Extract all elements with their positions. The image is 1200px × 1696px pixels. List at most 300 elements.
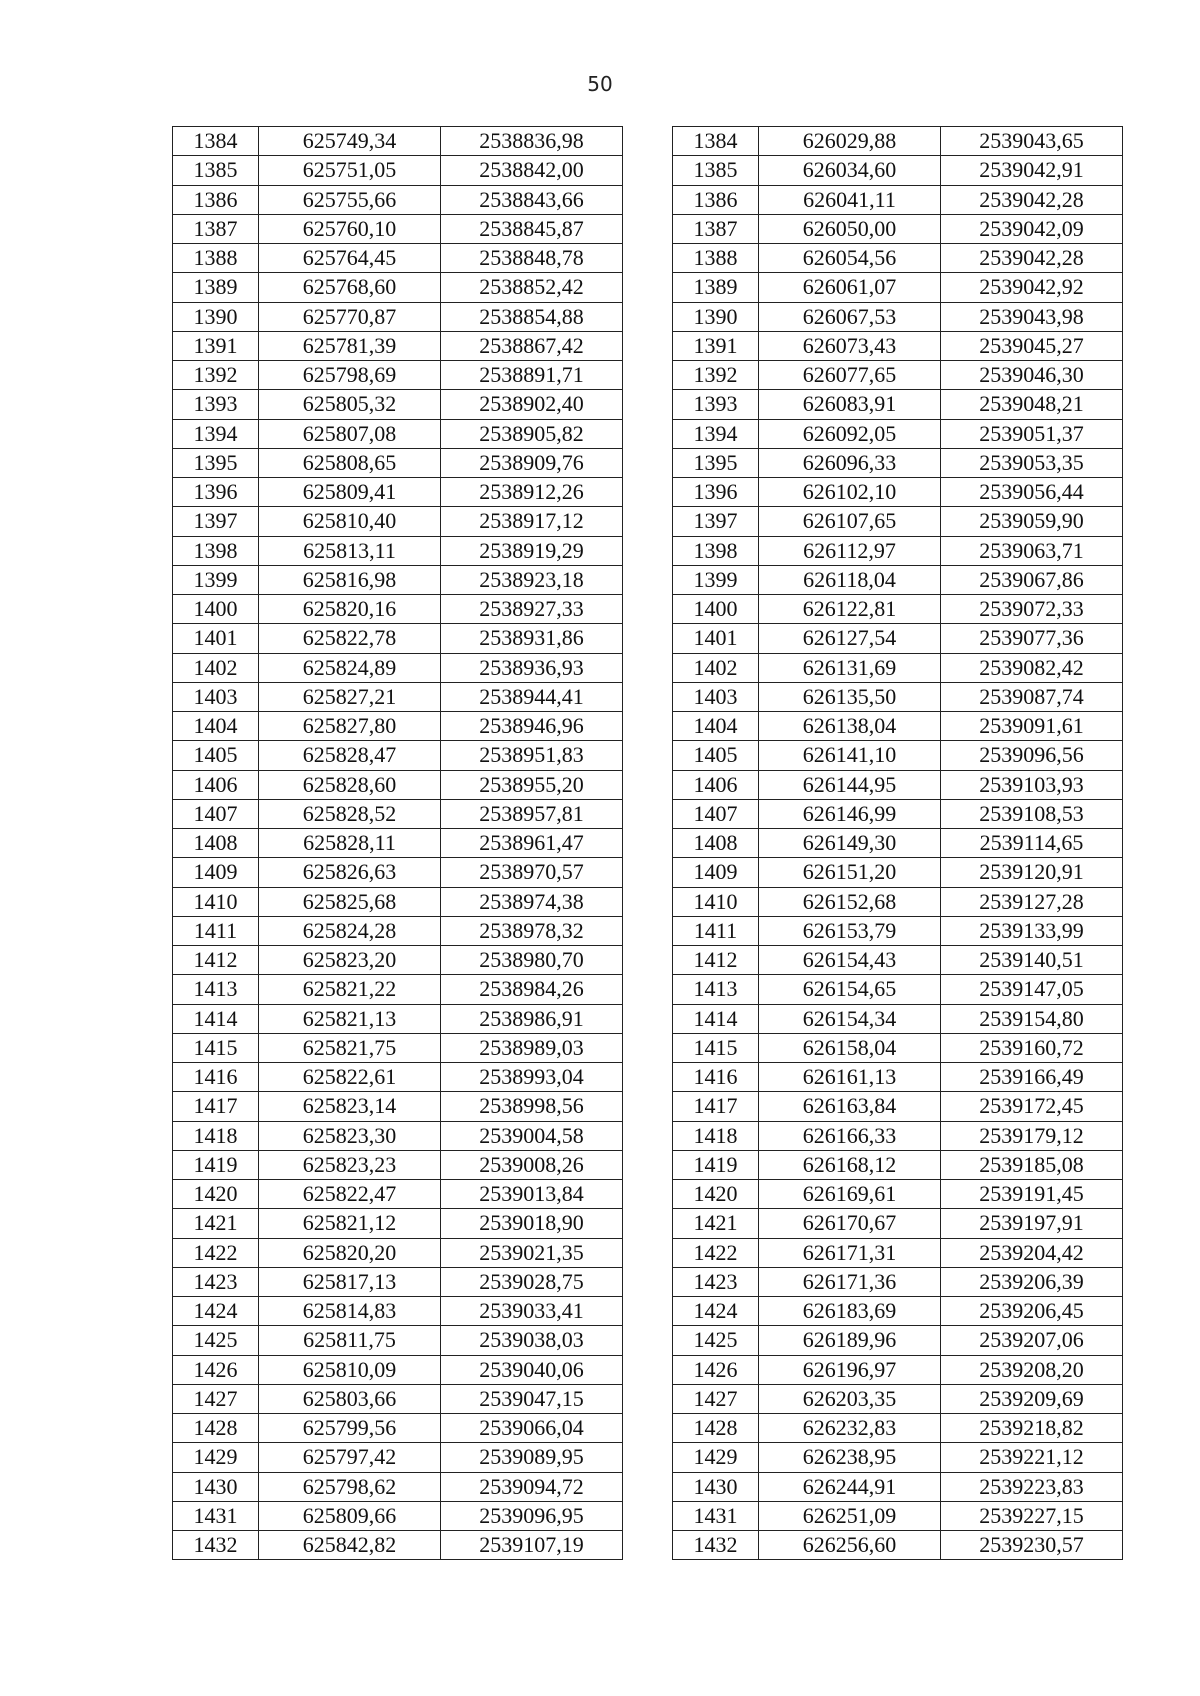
right-point-number-cell: 1432 xyxy=(673,1531,759,1560)
table-row xyxy=(173,390,1123,419)
left-x-coordinate-cell: 625828,60 xyxy=(259,770,441,799)
right-x-coordinate-cell: 626168,12 xyxy=(759,1150,941,1179)
left-point-number-cell: 1424 xyxy=(173,1297,259,1326)
column-separator xyxy=(623,1472,673,1501)
left-y-coordinate-cell: 2538961,47 xyxy=(441,829,623,858)
table-row xyxy=(173,273,1123,302)
column-separator xyxy=(623,975,673,1004)
left-point-number-cell: 1389 xyxy=(173,273,259,302)
right-x-coordinate-cell: 626067,53 xyxy=(759,302,941,331)
right-point-number-cell: 1410 xyxy=(673,887,759,916)
left-x-coordinate-cell: 625810,40 xyxy=(259,507,441,536)
page-number: 50 xyxy=(587,72,613,96)
right-y-coordinate-cell: 2539072,33 xyxy=(941,595,1123,624)
table-row xyxy=(173,1033,1123,1062)
left-y-coordinate-cell: 2539047,15 xyxy=(441,1384,623,1413)
right-x-coordinate-cell: 626171,36 xyxy=(759,1267,941,1296)
table-row xyxy=(173,1443,1123,1472)
left-y-coordinate-cell: 2538989,03 xyxy=(441,1033,623,1062)
left-point-number-cell: 1404 xyxy=(173,712,259,741)
right-point-number-cell: 1399 xyxy=(673,565,759,594)
right-y-coordinate-cell: 2539056,44 xyxy=(941,478,1123,507)
left-y-coordinate-cell: 2538998,56 xyxy=(441,1092,623,1121)
right-x-coordinate-cell: 626238,95 xyxy=(759,1443,941,1472)
right-point-number-cell: 1385 xyxy=(673,156,759,185)
left-point-number-cell: 1426 xyxy=(173,1355,259,1384)
column-separator xyxy=(623,507,673,536)
right-y-coordinate-cell: 2539087,74 xyxy=(941,682,1123,711)
left-point-number-cell: 1422 xyxy=(173,1238,259,1267)
column-separator xyxy=(623,1004,673,1033)
left-x-coordinate-cell: 625824,28 xyxy=(259,916,441,945)
left-y-coordinate-cell: 2538843,66 xyxy=(441,185,623,214)
column-separator xyxy=(623,595,673,624)
left-point-number-cell: 1402 xyxy=(173,653,259,682)
left-x-coordinate-cell: 625797,42 xyxy=(259,1443,441,1472)
table-row xyxy=(173,858,1123,887)
right-point-number-cell: 1397 xyxy=(673,507,759,536)
right-y-coordinate-cell: 2539042,92 xyxy=(941,273,1123,302)
right-x-coordinate-cell: 626122,81 xyxy=(759,595,941,624)
coordinates-table-body xyxy=(173,127,1123,1560)
right-y-coordinate-cell: 2539207,06 xyxy=(941,1326,1123,1355)
left-y-coordinate-cell: 2538905,82 xyxy=(441,419,623,448)
left-x-coordinate-cell: 625822,47 xyxy=(259,1180,441,1209)
right-point-number-cell: 1407 xyxy=(673,799,759,828)
right-x-coordinate-cell: 626135,50 xyxy=(759,682,941,711)
right-y-coordinate-cell: 2539042,91 xyxy=(941,156,1123,185)
table-row xyxy=(173,419,1123,448)
left-point-number-cell: 1400 xyxy=(173,595,259,624)
left-x-coordinate-cell: 625821,22 xyxy=(259,975,441,1004)
right-point-number-cell: 1392 xyxy=(673,361,759,390)
table-row xyxy=(173,244,1123,273)
left-y-coordinate-cell: 2538951,83 xyxy=(441,741,623,770)
right-y-coordinate-cell: 2539091,61 xyxy=(941,712,1123,741)
left-point-number-cell: 1384 xyxy=(173,127,259,156)
right-point-number-cell: 1416 xyxy=(673,1063,759,1092)
right-y-coordinate-cell: 2539154,80 xyxy=(941,1004,1123,1033)
column-separator xyxy=(623,1092,673,1121)
left-y-coordinate-cell: 2538927,33 xyxy=(441,595,623,624)
right-y-coordinate-cell: 2539147,05 xyxy=(941,975,1123,1004)
right-point-number-cell: 1400 xyxy=(673,595,759,624)
left-point-number-cell: 1411 xyxy=(173,916,259,945)
right-point-number-cell: 1428 xyxy=(673,1414,759,1443)
table-row xyxy=(173,682,1123,711)
table-row xyxy=(173,302,1123,331)
left-x-coordinate-cell: 625823,14 xyxy=(259,1092,441,1121)
right-y-coordinate-cell: 2539223,83 xyxy=(941,1472,1123,1501)
right-point-number-cell: 1404 xyxy=(673,712,759,741)
column-separator xyxy=(623,156,673,185)
left-x-coordinate-cell: 625823,23 xyxy=(259,1150,441,1179)
table-row xyxy=(173,1180,1123,1209)
right-y-coordinate-cell: 2539221,12 xyxy=(941,1443,1123,1472)
right-y-coordinate-cell: 2539206,39 xyxy=(941,1267,1123,1296)
right-x-coordinate-cell: 626102,10 xyxy=(759,478,941,507)
left-point-number-cell: 1393 xyxy=(173,390,259,419)
column-separator xyxy=(623,1355,673,1384)
left-point-number-cell: 1429 xyxy=(173,1443,259,1472)
left-y-coordinate-cell: 2539040,06 xyxy=(441,1355,623,1384)
right-x-coordinate-cell: 626251,09 xyxy=(759,1501,941,1530)
column-separator xyxy=(623,361,673,390)
left-x-coordinate-cell: 625810,09 xyxy=(259,1355,441,1384)
right-y-coordinate-cell: 2539096,56 xyxy=(941,741,1123,770)
left-x-coordinate-cell: 625821,13 xyxy=(259,1004,441,1033)
table-row xyxy=(173,478,1123,507)
left-x-coordinate-cell: 625809,41 xyxy=(259,478,441,507)
right-point-number-cell: 1386 xyxy=(673,185,759,214)
right-point-number-cell: 1405 xyxy=(673,741,759,770)
table-row xyxy=(173,565,1123,594)
right-x-coordinate-cell: 626146,99 xyxy=(759,799,941,828)
column-separator xyxy=(623,624,673,653)
column-separator xyxy=(623,1033,673,1062)
column-separator xyxy=(623,1443,673,1472)
right-point-number-cell: 1415 xyxy=(673,1033,759,1062)
left-x-coordinate-cell: 625824,89 xyxy=(259,653,441,682)
right-y-coordinate-cell: 2539209,69 xyxy=(941,1384,1123,1413)
left-point-number-cell: 1405 xyxy=(173,741,259,770)
column-separator xyxy=(623,536,673,565)
right-point-number-cell: 1427 xyxy=(673,1384,759,1413)
column-separator xyxy=(623,1209,673,1238)
left-point-number-cell: 1401 xyxy=(173,624,259,653)
left-x-coordinate-cell: 625820,20 xyxy=(259,1238,441,1267)
column-separator xyxy=(623,1501,673,1530)
left-x-coordinate-cell: 625805,32 xyxy=(259,390,441,419)
right-y-coordinate-cell: 2539077,36 xyxy=(941,624,1123,653)
table-row xyxy=(173,1092,1123,1121)
left-x-coordinate-cell: 625768,60 xyxy=(259,273,441,302)
column-separator xyxy=(623,331,673,360)
column-separator xyxy=(623,448,673,477)
column-separator xyxy=(623,712,673,741)
column-separator xyxy=(623,302,673,331)
right-point-number-cell: 1406 xyxy=(673,770,759,799)
column-separator xyxy=(623,682,673,711)
right-y-coordinate-cell: 2539043,98 xyxy=(941,302,1123,331)
table-row xyxy=(173,770,1123,799)
left-point-number-cell: 1391 xyxy=(173,331,259,360)
right-x-coordinate-cell: 626131,69 xyxy=(759,653,941,682)
left-point-number-cell: 1413 xyxy=(173,975,259,1004)
right-point-number-cell: 1412 xyxy=(673,946,759,975)
right-x-coordinate-cell: 626029,88 xyxy=(759,127,941,156)
table-row xyxy=(173,331,1123,360)
left-y-coordinate-cell: 2539004,58 xyxy=(441,1121,623,1150)
column-separator xyxy=(623,565,673,594)
left-x-coordinate-cell: 625817,13 xyxy=(259,1267,441,1296)
right-x-coordinate-cell: 626127,54 xyxy=(759,624,941,653)
table-row xyxy=(173,1063,1123,1092)
column-separator xyxy=(623,478,673,507)
table-row xyxy=(173,595,1123,624)
right-x-coordinate-cell: 626041,11 xyxy=(759,185,941,214)
column-separator xyxy=(623,770,673,799)
right-x-coordinate-cell: 626096,33 xyxy=(759,448,941,477)
column-separator xyxy=(623,887,673,916)
left-point-number-cell: 1392 xyxy=(173,361,259,390)
column-separator xyxy=(623,741,673,770)
right-y-coordinate-cell: 2539191,45 xyxy=(941,1180,1123,1209)
right-y-coordinate-cell: 2539114,65 xyxy=(941,829,1123,858)
right-y-coordinate-cell: 2539046,30 xyxy=(941,361,1123,390)
left-point-number-cell: 1415 xyxy=(173,1033,259,1062)
right-x-coordinate-cell: 626203,35 xyxy=(759,1384,941,1413)
right-x-coordinate-cell: 626171,31 xyxy=(759,1238,941,1267)
right-y-coordinate-cell: 2539172,45 xyxy=(941,1092,1123,1121)
left-point-number-cell: 1418 xyxy=(173,1121,259,1150)
left-point-number-cell: 1394 xyxy=(173,419,259,448)
right-point-number-cell: 1419 xyxy=(673,1150,759,1179)
left-point-number-cell: 1388 xyxy=(173,244,259,273)
left-y-coordinate-cell: 2538867,42 xyxy=(441,331,623,360)
left-x-coordinate-cell: 625826,63 xyxy=(259,858,441,887)
left-x-coordinate-cell: 625822,61 xyxy=(259,1063,441,1092)
right-x-coordinate-cell: 626161,13 xyxy=(759,1063,941,1092)
right-point-number-cell: 1398 xyxy=(673,536,759,565)
right-y-coordinate-cell: 2539063,71 xyxy=(941,536,1123,565)
table-row xyxy=(173,361,1123,390)
column-separator xyxy=(623,214,673,243)
left-x-coordinate-cell: 625816,98 xyxy=(259,565,441,594)
column-separator xyxy=(623,829,673,858)
left-y-coordinate-cell: 2538946,96 xyxy=(441,712,623,741)
left-x-coordinate-cell: 625822,78 xyxy=(259,624,441,653)
right-x-coordinate-cell: 626077,65 xyxy=(759,361,941,390)
left-y-coordinate-cell: 2538854,88 xyxy=(441,302,623,331)
right-y-coordinate-cell: 2539185,08 xyxy=(941,1150,1123,1179)
table-row xyxy=(173,653,1123,682)
left-point-number-cell: 1397 xyxy=(173,507,259,536)
column-separator xyxy=(623,185,673,214)
right-y-coordinate-cell: 2539082,42 xyxy=(941,653,1123,682)
column-separator xyxy=(623,1121,673,1150)
right-x-coordinate-cell: 626244,91 xyxy=(759,1472,941,1501)
left-point-number-cell: 1403 xyxy=(173,682,259,711)
right-point-number-cell: 1390 xyxy=(673,302,759,331)
right-x-coordinate-cell: 626169,61 xyxy=(759,1180,941,1209)
right-point-number-cell: 1387 xyxy=(673,214,759,243)
column-separator xyxy=(623,799,673,828)
right-x-coordinate-cell: 626083,91 xyxy=(759,390,941,419)
right-point-number-cell: 1418 xyxy=(673,1121,759,1150)
column-separator xyxy=(623,858,673,887)
right-x-coordinate-cell: 626141,10 xyxy=(759,741,941,770)
left-y-coordinate-cell: 2539094,72 xyxy=(441,1472,623,1501)
left-y-coordinate-cell: 2538957,81 xyxy=(441,799,623,828)
right-point-number-cell: 1422 xyxy=(673,1238,759,1267)
column-separator xyxy=(623,1238,673,1267)
left-x-coordinate-cell: 625814,83 xyxy=(259,1297,441,1326)
table-row xyxy=(173,1355,1123,1384)
left-y-coordinate-cell: 2539096,95 xyxy=(441,1501,623,1530)
right-point-number-cell: 1403 xyxy=(673,682,759,711)
right-x-coordinate-cell: 626151,20 xyxy=(759,858,941,887)
right-x-coordinate-cell: 626232,83 xyxy=(759,1414,941,1443)
right-x-coordinate-cell: 626158,04 xyxy=(759,1033,941,1062)
left-x-coordinate-cell: 625764,45 xyxy=(259,244,441,273)
left-x-coordinate-cell: 625828,11 xyxy=(259,829,441,858)
right-x-coordinate-cell: 626170,67 xyxy=(759,1209,941,1238)
table-row xyxy=(173,185,1123,214)
column-separator xyxy=(623,653,673,682)
left-x-coordinate-cell: 625827,80 xyxy=(259,712,441,741)
table-row xyxy=(173,799,1123,828)
left-x-coordinate-cell: 625842,82 xyxy=(259,1531,441,1560)
right-x-coordinate-cell: 626107,65 xyxy=(759,507,941,536)
right-point-number-cell: 1420 xyxy=(673,1180,759,1209)
right-x-coordinate-cell: 626092,05 xyxy=(759,419,941,448)
coordinates-table xyxy=(172,126,1123,1560)
left-y-coordinate-cell: 2538936,93 xyxy=(441,653,623,682)
table-row xyxy=(173,1238,1123,1267)
left-y-coordinate-cell: 2539066,04 xyxy=(441,1414,623,1443)
table-row xyxy=(173,1531,1123,1560)
table-row xyxy=(173,1121,1123,1150)
left-y-coordinate-cell: 2538912,26 xyxy=(441,478,623,507)
right-y-coordinate-cell: 2539140,51 xyxy=(941,946,1123,975)
right-x-coordinate-cell: 626152,68 xyxy=(759,887,941,916)
right-y-coordinate-cell: 2539227,15 xyxy=(941,1501,1123,1530)
left-y-coordinate-cell: 2539038,03 xyxy=(441,1326,623,1355)
right-point-number-cell: 1395 xyxy=(673,448,759,477)
column-separator xyxy=(623,390,673,419)
right-point-number-cell: 1423 xyxy=(673,1267,759,1296)
left-point-number-cell: 1390 xyxy=(173,302,259,331)
right-y-coordinate-cell: 2539127,28 xyxy=(941,887,1123,916)
left-y-coordinate-cell: 2538919,29 xyxy=(441,536,623,565)
table-row xyxy=(173,624,1123,653)
left-y-coordinate-cell: 2538955,20 xyxy=(441,770,623,799)
left-y-coordinate-cell: 2538917,12 xyxy=(441,507,623,536)
table-row xyxy=(173,536,1123,565)
right-point-number-cell: 1394 xyxy=(673,419,759,448)
left-x-coordinate-cell: 625803,66 xyxy=(259,1384,441,1413)
table-row xyxy=(173,1267,1123,1296)
table-row xyxy=(173,156,1123,185)
right-x-coordinate-cell: 626154,43 xyxy=(759,946,941,975)
right-y-coordinate-cell: 2539120,91 xyxy=(941,858,1123,887)
right-y-coordinate-cell: 2539048,21 xyxy=(941,390,1123,419)
right-point-number-cell: 1424 xyxy=(673,1297,759,1326)
table-row xyxy=(173,1297,1123,1326)
left-y-coordinate-cell: 2539013,84 xyxy=(441,1180,623,1209)
left-point-number-cell: 1417 xyxy=(173,1092,259,1121)
left-y-coordinate-cell: 2539089,95 xyxy=(441,1443,623,1472)
left-y-coordinate-cell: 2538931,86 xyxy=(441,624,623,653)
right-point-number-cell: 1408 xyxy=(673,829,759,858)
table-row xyxy=(173,1150,1123,1179)
column-separator xyxy=(623,244,673,273)
right-y-coordinate-cell: 2539206,45 xyxy=(941,1297,1123,1326)
left-point-number-cell: 1423 xyxy=(173,1267,259,1296)
left-point-number-cell: 1387 xyxy=(173,214,259,243)
left-x-coordinate-cell: 625799,56 xyxy=(259,1414,441,1443)
left-x-coordinate-cell: 625798,69 xyxy=(259,361,441,390)
left-point-number-cell: 1386 xyxy=(173,185,259,214)
column-separator xyxy=(623,1267,673,1296)
left-y-coordinate-cell: 2538845,87 xyxy=(441,214,623,243)
table-row xyxy=(173,214,1123,243)
left-x-coordinate-cell: 625823,20 xyxy=(259,946,441,975)
table-row xyxy=(173,1501,1123,1530)
right-point-number-cell: 1431 xyxy=(673,1501,759,1530)
right-y-coordinate-cell: 2539218,82 xyxy=(941,1414,1123,1443)
left-y-coordinate-cell: 2538852,42 xyxy=(441,273,623,302)
left-point-number-cell: 1420 xyxy=(173,1180,259,1209)
left-x-coordinate-cell: 625813,11 xyxy=(259,536,441,565)
left-point-number-cell: 1406 xyxy=(173,770,259,799)
right-x-coordinate-cell: 626163,84 xyxy=(759,1092,941,1121)
right-point-number-cell: 1411 xyxy=(673,916,759,945)
left-x-coordinate-cell: 625821,12 xyxy=(259,1209,441,1238)
left-y-coordinate-cell: 2538848,78 xyxy=(441,244,623,273)
right-y-coordinate-cell: 2539067,86 xyxy=(941,565,1123,594)
right-x-coordinate-cell: 626034,60 xyxy=(759,156,941,185)
left-y-coordinate-cell: 2538974,38 xyxy=(441,887,623,916)
right-y-coordinate-cell: 2539042,28 xyxy=(941,244,1123,273)
left-y-coordinate-cell: 2538944,41 xyxy=(441,682,623,711)
column-separator xyxy=(623,273,673,302)
left-point-number-cell: 1419 xyxy=(173,1150,259,1179)
table-row xyxy=(173,975,1123,1004)
left-x-coordinate-cell: 625808,65 xyxy=(259,448,441,477)
left-x-coordinate-cell: 625798,62 xyxy=(259,1472,441,1501)
left-point-number-cell: 1410 xyxy=(173,887,259,916)
column-separator xyxy=(623,127,673,156)
left-point-number-cell: 1395 xyxy=(173,448,259,477)
right-x-coordinate-cell: 626144,95 xyxy=(759,770,941,799)
column-separator xyxy=(623,946,673,975)
right-y-coordinate-cell: 2539059,90 xyxy=(941,507,1123,536)
table-row xyxy=(173,507,1123,536)
left-point-number-cell: 1421 xyxy=(173,1209,259,1238)
left-y-coordinate-cell: 2538836,98 xyxy=(441,127,623,156)
right-y-coordinate-cell: 2539197,91 xyxy=(941,1209,1123,1238)
table-row xyxy=(173,712,1123,741)
right-y-coordinate-cell: 2539208,20 xyxy=(941,1355,1123,1384)
right-y-coordinate-cell: 2539179,12 xyxy=(941,1121,1123,1150)
table-row xyxy=(173,1414,1123,1443)
left-y-coordinate-cell: 2538923,18 xyxy=(441,565,623,594)
right-x-coordinate-cell: 626050,00 xyxy=(759,214,941,243)
right-point-number-cell: 1391 xyxy=(673,331,759,360)
right-y-coordinate-cell: 2539166,49 xyxy=(941,1063,1123,1092)
table-row xyxy=(173,1004,1123,1033)
column-separator xyxy=(623,1150,673,1179)
left-y-coordinate-cell: 2538980,70 xyxy=(441,946,623,975)
left-point-number-cell: 1427 xyxy=(173,1384,259,1413)
right-point-number-cell: 1413 xyxy=(673,975,759,1004)
column-separator xyxy=(623,1063,673,1092)
right-x-coordinate-cell: 626054,56 xyxy=(759,244,941,273)
left-point-number-cell: 1396 xyxy=(173,478,259,507)
right-x-coordinate-cell: 626189,96 xyxy=(759,1326,941,1355)
left-x-coordinate-cell: 625820,16 xyxy=(259,595,441,624)
right-y-coordinate-cell: 2539230,57 xyxy=(941,1531,1123,1560)
left-point-number-cell: 1412 xyxy=(173,946,259,975)
right-x-coordinate-cell: 626138,04 xyxy=(759,712,941,741)
column-separator xyxy=(623,1384,673,1413)
left-y-coordinate-cell: 2538842,00 xyxy=(441,156,623,185)
left-x-coordinate-cell: 625751,05 xyxy=(259,156,441,185)
right-y-coordinate-cell: 2539103,93 xyxy=(941,770,1123,799)
left-x-coordinate-cell: 625809,66 xyxy=(259,1501,441,1530)
